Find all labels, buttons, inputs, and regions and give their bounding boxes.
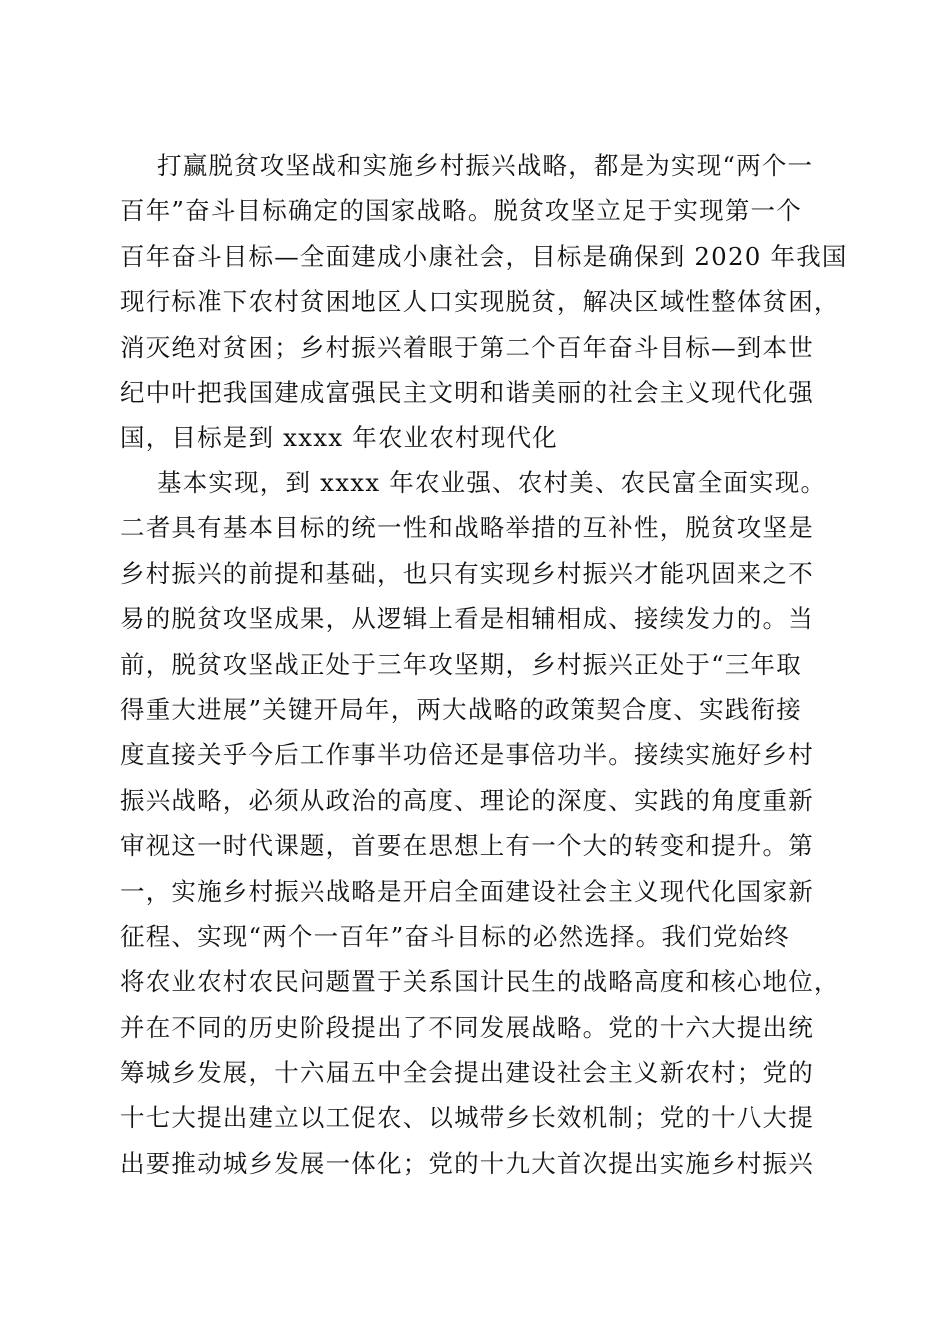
text-line: 征程、实现“两个一百年”奋斗目标的必然选择。我们党始终 [120,921,790,951]
text-line: 现行标准下农村贫困地区人口实现脱贫，解决区域性整体贫困， [120,287,840,317]
text-line: 前，脱贫攻坚战正处于三年攻坚期，乡村振兴正处于“三年取 [120,649,802,679]
text-line: 基本实现，到 xxxx 年农业强、农村美、农民富全面实现。 [157,468,827,497]
text-line: 一，实施乡村振兴战略是开启全面建设社会主义现代化国家新 [120,876,814,906]
paragraph-2 [120,460,840,1186]
text-line: 百年奋斗目标—全面建成小康社会，目标是确保到 2020 年我国 [120,241,848,271]
text-line: 得重大进展”关键开局年，两大战略的政策契合度、实践衔接 [120,694,802,724]
paragraph-1 [120,143,848,461]
text-line: 审视这一时代课题，首要在思想上有一个大的转变和提升。第 [120,831,814,861]
text-line: 国，目标是到 xxxx 年农业农村现代化 [120,423,558,453]
text-line: 二者具有基本目标的统一性和战略举措的互补性，脱贫攻坚是 [120,513,814,543]
text-line: 乡村振兴的前提和基础，也只有实现乡村振兴才能巩固来之不 [120,558,814,588]
text-line: 振兴战略，必须从政治的高度、理论的深度、实践的角度重新 [120,785,814,815]
text-line: 十七大提出建立以工促农、以城带乡长效机制；党的十八大提 [120,1103,814,1133]
text-line: 度直接关乎今后工作事半功倍还是事倍功半。接续实施好乡村 [120,740,814,770]
text-line: 百年”奋斗目标确定的国家战略。脱贫攻坚立足于实现第一个 [120,196,802,226]
text-line: 打赢脱贫攻坚战和实施乡村振兴战略，都是为实现“两个一 [157,151,814,180]
text-line: 易的脱贫攻坚成果，从逻辑上看是相辅相成、接续发力的。当 [120,604,814,634]
text-line: 纪中叶把我国建成富强民主文明和谐美丽的社会主义现代化强 [120,377,814,407]
text-line: 出要推动城乡发展一体化；党的十九大首次提出实施乡村振兴 [120,1148,814,1178]
text-line: 消灭绝对贫困；乡村振兴着眼于第二个百年奋斗目标—到本世 [120,332,814,362]
text-line: 筹城乡发展，十六届五中全会提出建设社会主义新农村；党的 [120,1058,814,1088]
text-line: 将农业农村农民问题置于关系国计民生的战略高度和核心地位， [120,967,840,997]
text-line: 并在不同的历史阶段提出了不同发展战略。党的十六大提出统 [120,1012,814,1042]
